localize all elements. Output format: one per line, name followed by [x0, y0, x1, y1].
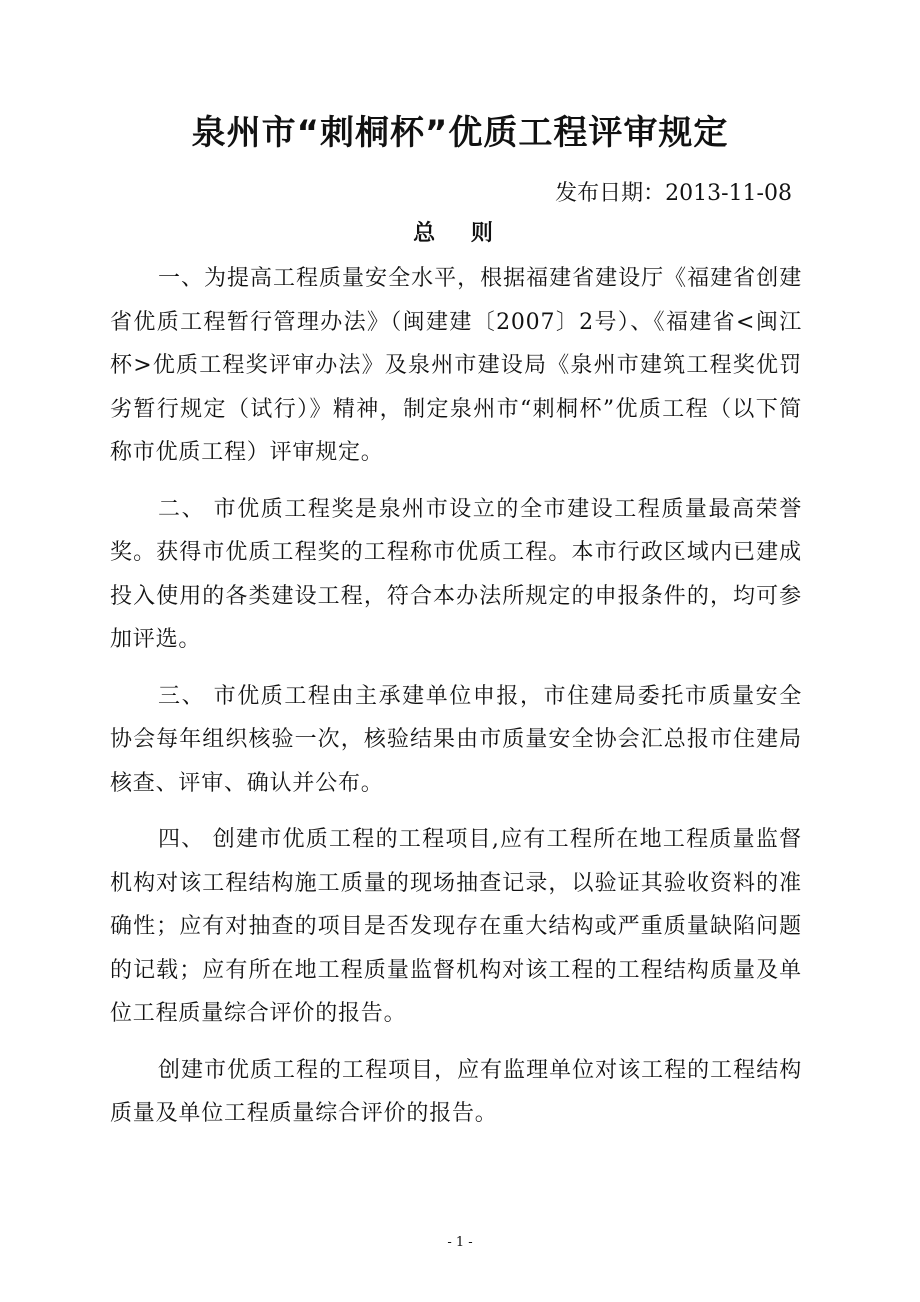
page-number: - 1 -: [447, 1235, 473, 1250]
document-title: 泉州市“刺桐杯”优质工程评审规定: [191, 113, 729, 153]
paragraph-3: 三、 市优质工程由主承建单位申报，市住建局委托市质量安全协会每年组织核验一次，核验结果由市质量安全协会汇总报市住建局核查、评审、确认并公布。: [110, 683, 802, 796]
paragraph-5: 创建市优质工程的工程项目，应有监理单位对该工程的工程结构质量及单位工程质量综合评价的报告。: [110, 1057, 802, 1126]
paragraph-4: 四、 创建市优质工程的工程项目,应有工程所在地工程质量监督机构对该工程结构施工质量的现场抽查记录，以验证其验收资料的准确性；应有对抽查的项目是否发现存在重大结构或严重质量缺陷问题的记载；应有所在地工程质量监督机构对该工程的工程结构质量及单位工程质量综合评价的报告。: [110, 827, 802, 1026]
paragraph-1: 一、为提高工程质量安全水平，根据福建省建设厅《福建省创建省优质工程暂行管理办法》（闽建建〔2007〕2号）、《福建省<闽江杯>优质工程奖评审办法》及泉州市建设局《泉州市建筑工程奖优罚劣暂行规定（试行）》精神，制定泉州市“刺桐杯”优质工程（以下简称市优质工程）评审规定。: [110, 266, 802, 465]
paragraph-2: 二、 市优质工程奖是泉州市设立的全市建设工程质量最高荣誉奖。获得市优质工程奖的工程称市优质工程。本市行政区域内已建成投入使用的各类建设工程，符合本办法所规定的申报条件的，均可参加评选。: [110, 496, 802, 652]
section-heading: 总 则: [413, 221, 507, 246]
publish-date: 发布日期：2013-11-08: [555, 181, 792, 206]
document-body: [110, 257, 802, 1149]
